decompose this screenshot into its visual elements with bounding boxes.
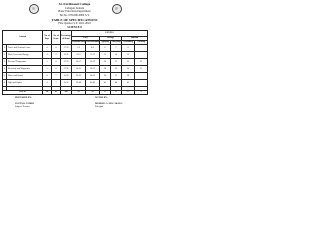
row-days: 4 [43,45,52,52]
row-number: 4. [3,66,7,73]
total-creating: 3 [135,90,148,94]
row-analyzing: 37 [111,73,122,80]
row-number: 1. [3,45,7,52]
subject-name: SCIENCE 8 [67,26,82,30]
row-analyzing: 44 [111,80,122,87]
row-number: 5. [3,73,7,80]
noted-by-name: DESIREE O. MACARAEG [95,103,123,105]
col-percent: Percentage of Items [61,31,72,45]
row-remembering: 32-33 [72,73,86,80]
row-creating [135,52,148,59]
table-row [3,52,148,59]
col-days: No. of Days [43,31,52,45]
row-evaluating: 15 [122,52,135,59]
school-name: St. Ferdinand College [58,2,91,6]
table-total-row [3,90,148,94]
table-row [3,59,148,66]
table-row [3,66,148,73]
row-understanding: 4-5 [86,45,100,52]
col-creating: Creating [135,41,148,45]
row-creating: 23 [135,59,148,66]
row-evaluating: 22 [122,59,135,66]
row-days: 5 [43,66,52,73]
row-evaluating: 45 [122,80,135,87]
row-evaluating: 38 [122,73,135,80]
total-understanding: 12 [86,90,100,94]
col-levels: LEVELS [72,31,148,37]
row-applying: 28 [100,66,111,73]
row-applying: 13 [100,52,111,59]
noted-by-label: NOTED BY: [95,97,108,99]
noted-by-role: Principal [95,106,104,108]
row-topic: Electricity and Magnetism [7,66,43,73]
row-days: 4 [43,80,52,87]
row-creating [135,73,148,80]
row-number: 2. [3,52,7,59]
header-line-2: Basic Education Department [58,10,91,14]
row-analyzing: 14 [111,52,122,59]
row-topic: Forces and Newton's Laws [7,45,43,52]
prepared-by-label: PREPARED BY: [15,97,32,99]
row-remembering: 1-3 [72,45,86,52]
col-understanding: Understanding [86,41,100,44]
row-analyzing: 7 [111,45,122,52]
row-items: 8 [52,66,61,73]
row-topic: Light and Optics [7,80,43,87]
total-applying: 6 [100,90,111,94]
row-remembering: 39-40 [72,80,86,87]
row-understanding: 41-42 [86,80,100,87]
total-days: 26 [43,90,52,94]
row-applying: 6 [100,45,111,52]
col-average: Average [100,37,122,41]
row-percent: 17.78 [61,45,72,52]
row-understanding: 18-19 [86,59,100,66]
table-row [3,45,148,52]
col-items: No. of Items [52,31,61,45]
row-understanding: 34-35 [86,73,100,80]
total-items: 45 [52,90,61,94]
row-topic: Work, Power and Energy [7,52,43,59]
row-percent: 15.56 [61,52,72,59]
row-percent: 17.78 [61,66,72,73]
document-title: TABLE OF SPECIFICATIONS [51,17,98,22]
row-understanding: 11-12 [86,52,100,59]
total-evaluating: 6 [122,90,135,94]
total-percent: 100 [61,90,72,94]
total-analyzing: 6 [111,90,122,94]
row-items: 7 [52,52,61,59]
row-creating: 31 [135,66,148,73]
row-creating [135,45,148,52]
row-creating [135,80,148,87]
row-applying: 20 [100,59,111,66]
row-evaluating: 30 [122,66,135,73]
col-remembering: Remembering [72,41,85,44]
header-line-3: Tel No. 078-000-0000 S.Y. [59,13,90,17]
row-applying: 36 [100,73,111,80]
row-items: 8 [52,45,61,52]
row-topic: Heat and Temperature [7,59,43,66]
row-analyzing: 21 [111,59,122,66]
table-row [3,80,148,87]
row-topic: Waves and Sound [7,73,43,80]
row-evaluating: 8 [122,45,135,52]
row-days: 5 [43,59,52,66]
row-applying: 43 [100,80,111,87]
col-analyzing: Analyzing [111,41,121,44]
col-easy: Easy [72,37,100,41]
prepared-by-role: Subject Teacher [15,106,30,108]
row-analyzing: 29 [111,66,122,73]
row-remembering: 24-25 [72,66,86,73]
header-line-1: Cabagan, Isabela [64,6,85,10]
prepared-by-block [15,97,34,109]
col-applying: Applying [100,41,110,44]
document-header [0,3,149,30]
document-page [0,0,149,198]
row-remembering: 16-17 [72,59,86,66]
row-items: 8 [52,59,61,66]
total-label: TOTAL [3,90,43,94]
specification-table [2,30,148,95]
row-items: 7 [52,73,61,80]
col-content: Content [3,31,43,45]
noted-by-block [95,97,122,109]
row-number: 3. [3,59,7,66]
row-number: 6. [3,80,7,87]
total-remembering: 12 [72,90,86,94]
col-difficult: Difficult [122,37,148,41]
row-percent: 17.78 [61,59,72,66]
prepared-by-name: JOVEN R. TAMBI [15,103,34,105]
row-remembering: 9-10 [72,52,86,59]
row-percent: 15.56 [61,80,72,87]
col-evaluating: Evaluating [123,41,133,44]
table-row [3,73,148,80]
row-days: 4 [43,52,52,59]
document-subtitle: First Quarter S.Y. 2021-2022 [58,22,91,26]
row-understanding: 26-27 [86,66,100,73]
row-percent: 15.56 [61,73,72,80]
row-items: 7 [52,80,61,87]
row-days: 4 [43,73,52,80]
